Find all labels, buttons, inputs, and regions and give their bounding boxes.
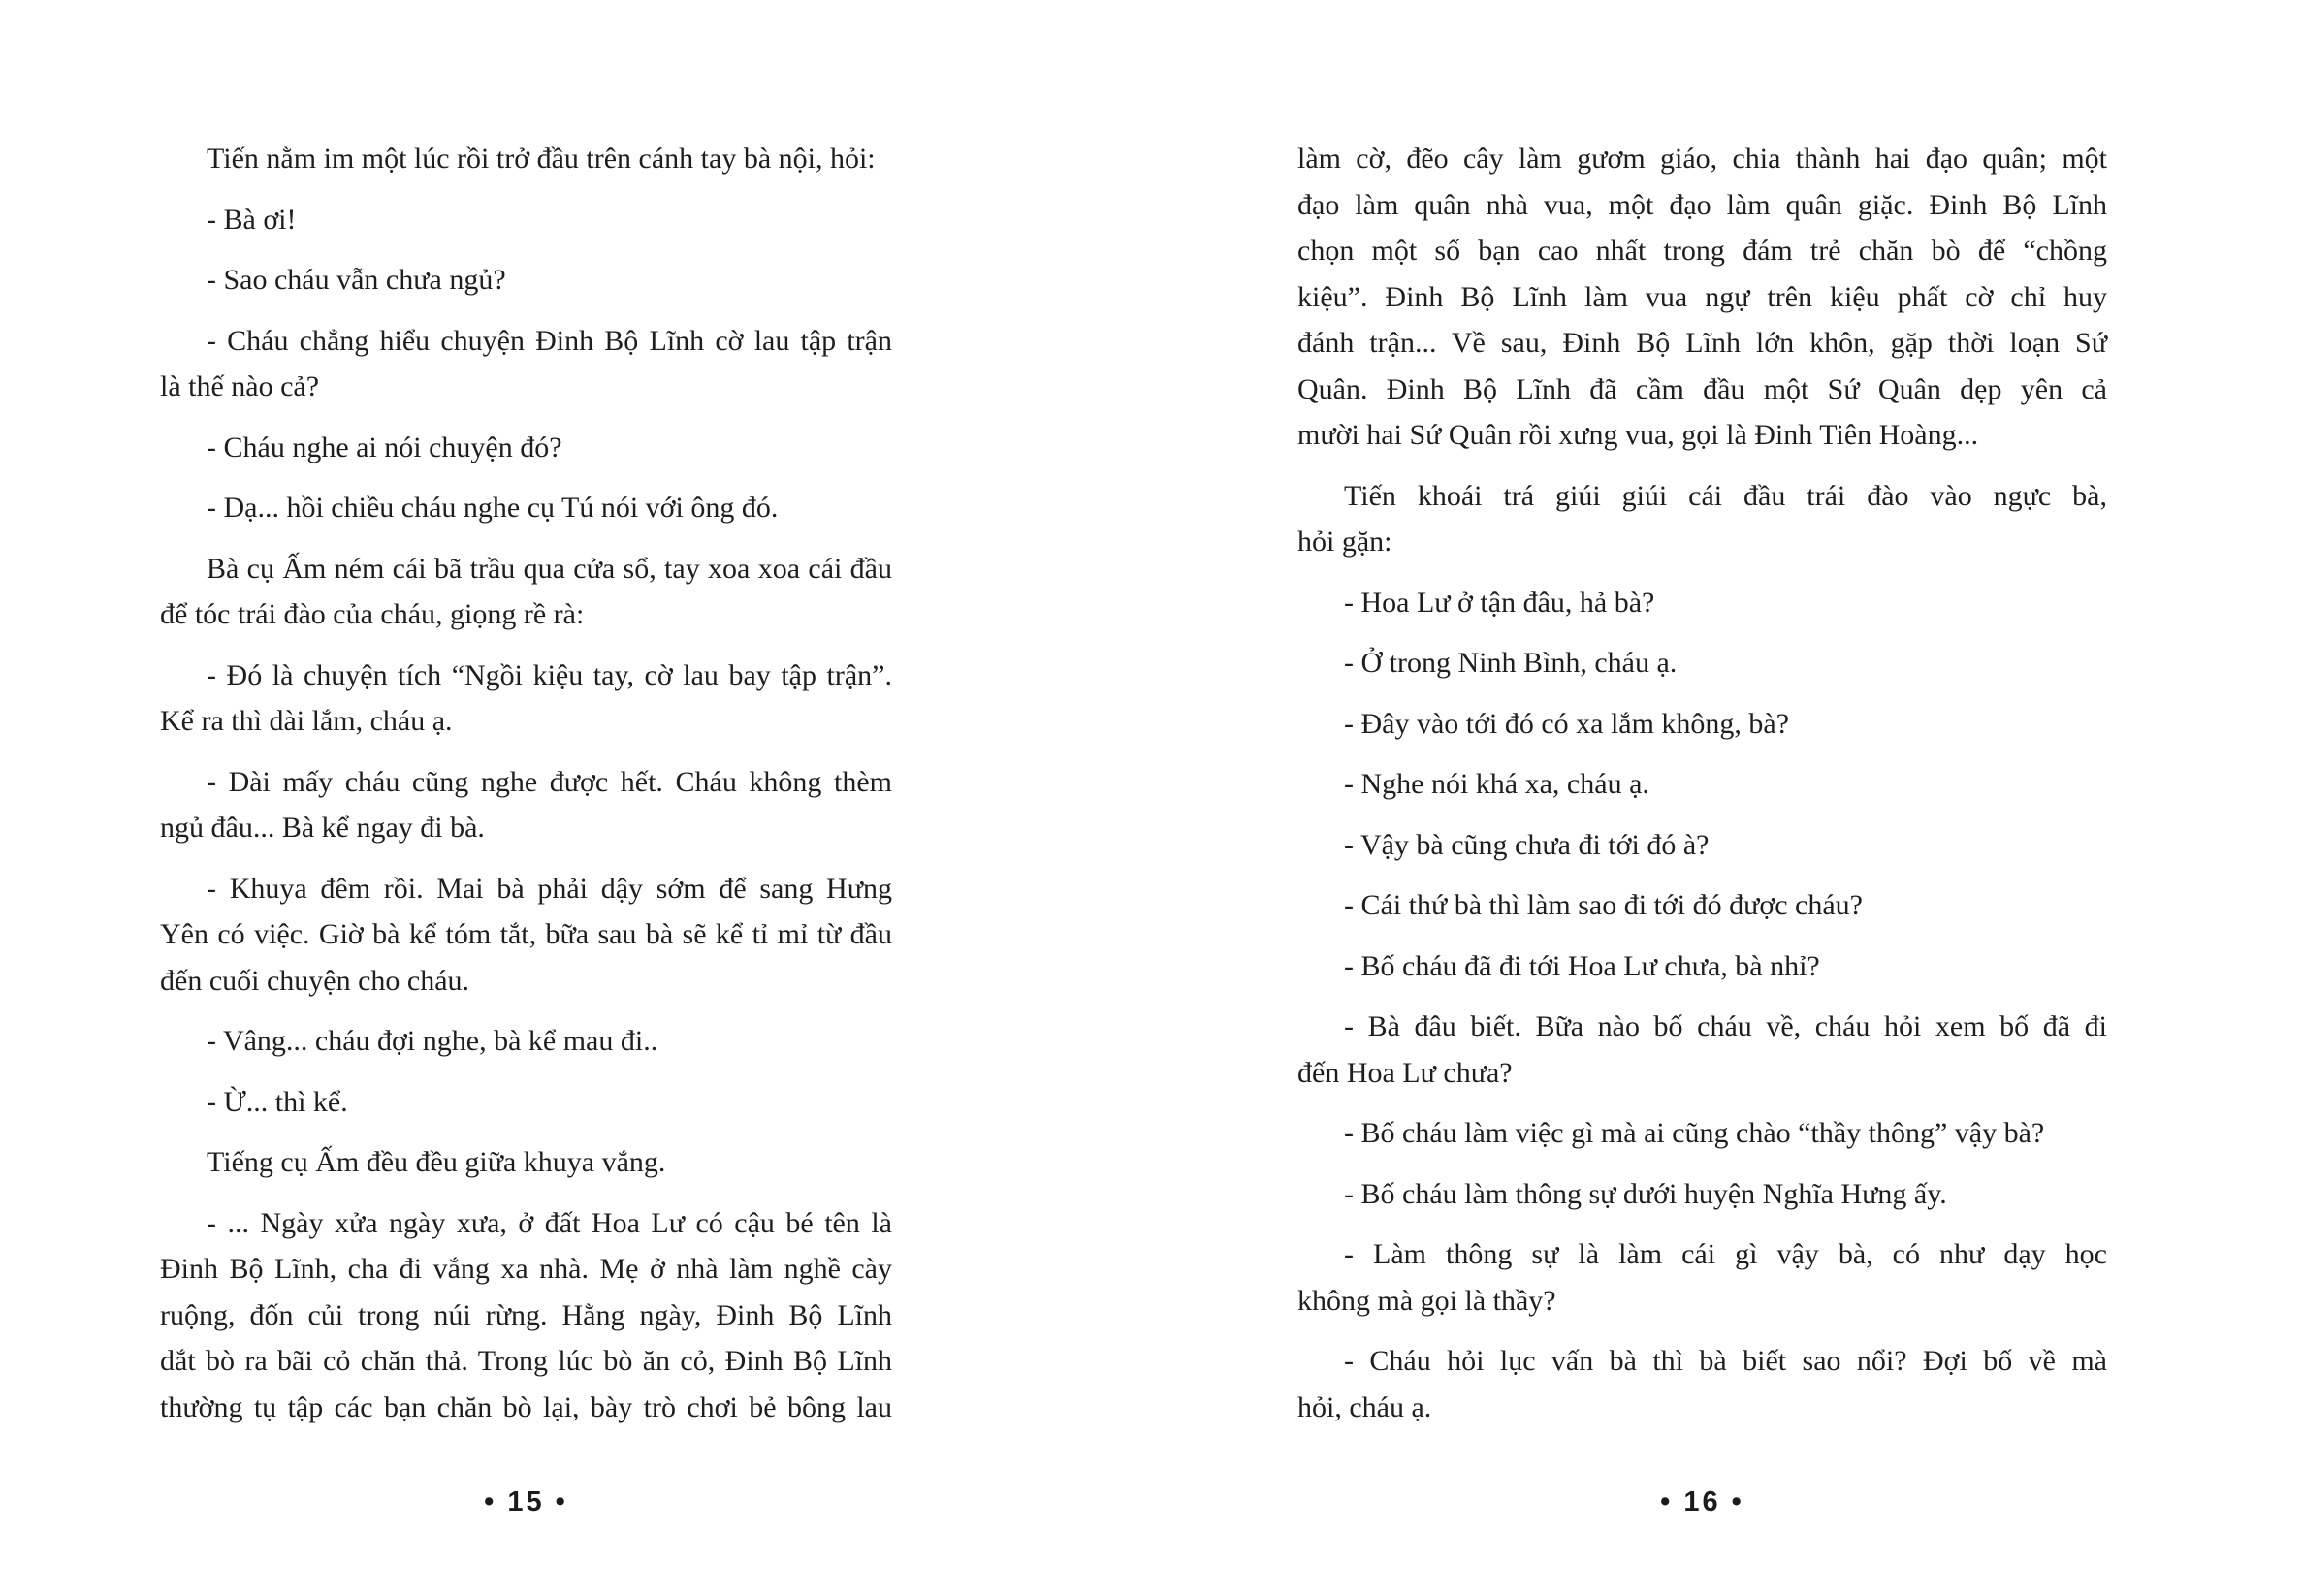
text-line: - Bố cháu đã đi tới Hoa Lư chưa, bà nhỉ? [1344,949,1820,982]
text-line: làm cờ, đẽo cây làm gươm giáo, chia thành hai đạo quân; một [1297,143,2107,175]
right-page-text [1297,136,2107,1430]
text-line: hỏi gặn: [1297,526,1392,558]
text-line: - Khuya đêm rồi. Mai bà phải dậy sớm để sang Hưng [207,872,892,905]
text-line: ngủ đâu... Bà kể ngay đi bà. [160,812,485,844]
paragraph [1297,1338,2107,1430]
text-line: Tiếng cụ Ấm đều đều giữa khuya vắng. [207,1146,666,1178]
text-line: ruộng, đốn củi trong núi rừng. Hằng ngày, Đinh Bộ Lĩnh [160,1298,892,1331]
right-page-number: • 16 • [1660,1486,1744,1517]
paragraph [160,759,892,851]
paragraph [1297,1171,2107,1218]
paragraph [160,197,892,243]
text-line: - Nghe nói khá xa, cháu ạ. [1344,768,1649,800]
text-line: - Đây vào tới đó có xa lắm không, bà? [1344,707,1790,740]
text-line: hỏi, cháu ạ. [1297,1390,1432,1423]
left-page [160,136,892,1517]
text-line: kiệu”. Đinh Bộ Lĩnh làm vua ngự trên kiệu phất cờ chỉ huy [1297,280,2107,313]
text-line: - Hoa Lư ở tận đâu, hả bà? [1344,586,1655,619]
paragraph [1297,473,2107,565]
text-line: - Ở trong Ninh Bình, cháu ạ. [1344,647,1678,679]
paragraph [160,1200,892,1431]
text-line: - Cháu nghe ai nói chuyện đó? [207,431,562,463]
text-line: chọn một số bạn cao nhất trong đám trẻ chăn bò để “chồng [1297,235,2107,267]
paragraph [1297,580,2107,626]
text-line: đến cuối chuyện cho cháu. [160,964,470,997]
paragraph [160,1018,892,1065]
text-line: - Bà đâu biết. Bữa nào bố cháu về, cháu hỏi xem bố đã đi [1344,1010,2107,1042]
paragraph [160,318,892,410]
text-line: - Sao cháu vẫn chưa ngủ? [207,264,506,296]
paragraph [160,425,892,471]
paragraph [1297,1110,2107,1157]
text-line: - Làm thông sự là làm cái gì vậy bà, có như dạy học [1344,1238,2107,1270]
paragraph [160,1139,892,1186]
paragraph [160,485,892,531]
text-line: Yên có việc. Giờ bà kể tóm tắt, bữa sau bà sẽ kể tỉ mỉ từ đầu [160,918,892,950]
paragraph [1297,701,2107,748]
text-line: - ... Ngày xửa ngày xưa, ở đất Hoa Lư có cậu bé tên là [207,1206,892,1239]
text-line: - Cháu hỏi lục vấn bà thì bà biết sao nổi? Đợi bố về mà [1344,1345,2107,1377]
paragraph [160,1079,892,1126]
paragraph [160,653,892,745]
left-page-number: • 15 • [484,1486,568,1517]
text-line: - Vậy bà cũng chưa đi tới đó à? [1344,828,1710,861]
text-line: Bà cụ Ấm ném cái bã trầu qua cửa sổ, tay xoa xoa cái đầu [207,552,892,585]
paragraph [1297,1231,2107,1324]
paragraph [160,866,892,1005]
text-line: - Vâng... cháu đợi nghe, bà kể mau đi.. [207,1025,658,1057]
text-line: - Bố cháu làm việc gì mà ai cũng chào “thầy thông” vậy bà? [1344,1117,2045,1149]
text-line: để tóc trái đào của cháu, giọng rề rà: [160,598,585,630]
paragraph [1297,640,2107,686]
text-line: Tiến khoái trá giúi giúi cái đầu trái đào vào ngực bà, [1344,479,2107,512]
text-line: - Bà ơi! [207,203,297,236]
text-line: mười hai Sứ Quân rồi xưng vua, gọi là Đinh Tiên Hoàng... [1297,419,1979,451]
paragraph [1297,882,2107,929]
paragraph [1297,943,2107,990]
text-line: - Dài mấy cháu cũng nghe được hết. Cháu không thèm [207,765,892,798]
paragraph [1297,136,2107,459]
text-line: - Cái thứ bà thì làm sao đi tới đó được cháu? [1344,889,1863,921]
paragraph [160,546,892,638]
text-line: - Đó là chuyện tích “Ngồi kiệu tay, cờ lau bay tập trận”. [207,658,892,691]
text-line: đánh trận... Về sau, Đinh Bộ Lĩnh lớn khôn, gặp thời loạn Sứ [1297,327,2107,359]
text-line: Quân. Đinh Bộ Lĩnh đã cầm đầu một Sứ Quân dẹp yên cả [1297,372,2107,405]
text-line: - Cháu chẳng hiểu chuyện Đinh Bộ Lĩnh cờ lau tập trận [207,324,892,357]
text-line: - Bố cháu làm thông sự dưới huyện Nghĩa Hưng ấy. [1344,1177,1947,1210]
right-page [1297,136,2107,1517]
text-line: Đinh Bộ Lĩnh, cha đi vắng xa nhà. Mẹ ở nhà làm nghề cày [160,1253,892,1285]
text-line: là thế nào cả? [160,370,320,402]
paragraph [1297,822,2107,869]
text-line: - Ừ... thì kể. [207,1085,348,1118]
paragraph [1297,761,2107,808]
left-page-text [160,136,892,1430]
text-line: đến Hoa Lư chưa? [1297,1056,1513,1089]
text-line: Tiến nằm im một lúc rồi trở đầu trên cánh tay bà nội, hỏi: [207,143,876,175]
text-line: - Dạ... hồi chiều cháu nghe cụ Tú nói với ông đó. [207,492,779,524]
paragraph [1297,1004,2107,1096]
text-line: không mà gọi là thầy? [1297,1284,1556,1317]
paragraph [160,257,892,303]
text-line: Kể ra thì dài lắm, cháu ạ. [160,705,453,737]
paragraph [160,136,892,182]
text-line: thường tụ tập các bạn chăn bò lại, bày trò chơi bẻ bông lau [160,1390,892,1423]
text-line: dắt bò ra bãi cỏ chăn thả. Trong lúc bò ăn cỏ, Đinh Bộ Lĩnh [160,1345,892,1377]
text-line: đạo làm quân nhà vua, một đạo làm quân giặc. Đinh Bộ Lĩnh [1297,188,2107,221]
